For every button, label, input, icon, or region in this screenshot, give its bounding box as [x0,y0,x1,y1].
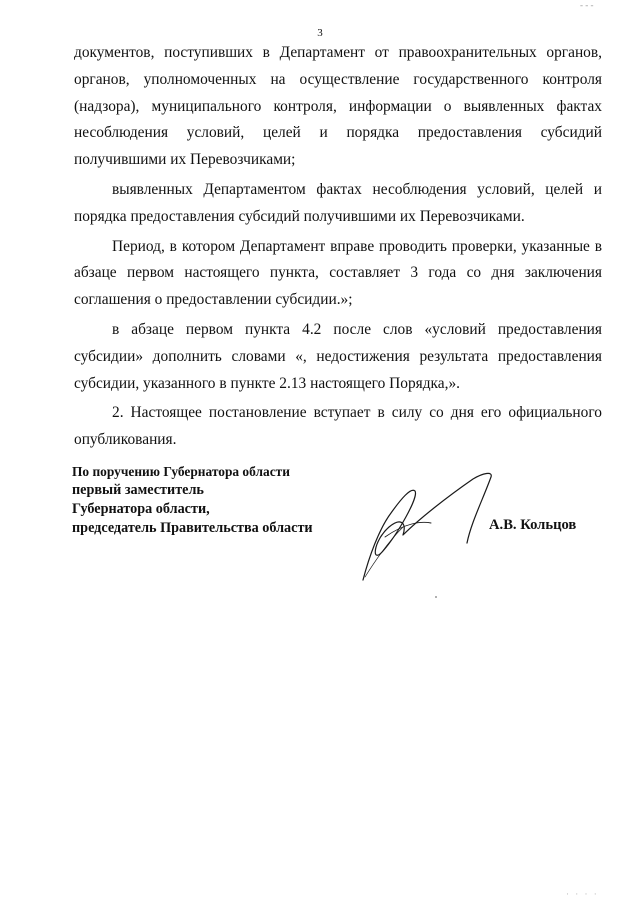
corner-scan-mark: ‐ ‐ ‐ [580,0,594,10]
paragraph-3: Период, в котором Департамент вправе проводить проверки, указанные в абзаце первом настоящего пункта, составляет 3 года со дня заключения соглашения о предоставлении субсидии.»; [74,237,602,309]
signatory-position-line-1: первый заместитель [72,482,204,498]
signatory-position-line-2: Губернатора области, [72,501,210,517]
signer-name: А.В. Кольцов [489,517,577,533]
document-body [74,40,602,454]
signatory-authority-line: По поручению Губернатора области [72,464,290,479]
page-number: 3 [317,27,323,39]
signatory-title-block [72,462,313,538]
scan-dot [435,596,437,598]
paragraph-1: документов, поступивших в Департамент от правоохранительных органов, органов, уполномоченных на осуществление государственного контроля (надзора), муниципального контроля, информации о выявленных фактах несоблюдения условий, целей и порядка предоставления субсидий получившими их Перевозчиками; [74,44,602,169]
signatory-position-line-3: председатель Правительства области [72,520,313,536]
paragraph-2: выявленных Департаментом фактах несоблюдения условий, целей и порядка предоставления субсидий получившими их Перевозчиками. [74,180,602,225]
bottom-scan-mark: · · · · [566,889,599,899]
handwritten-signature [345,465,510,585]
paragraph-4: в абзаце первом пункта 4.2 после слов «условий предоставления субсидии» дополнить словами «, недостижения результата предоставления субсидии, указанного в пункте 2.13 настоящего Порядка,». [74,320,602,392]
paragraph-5: 2. Настоящее постановление вступает в силу со дня его официального опубликования. [74,404,602,449]
